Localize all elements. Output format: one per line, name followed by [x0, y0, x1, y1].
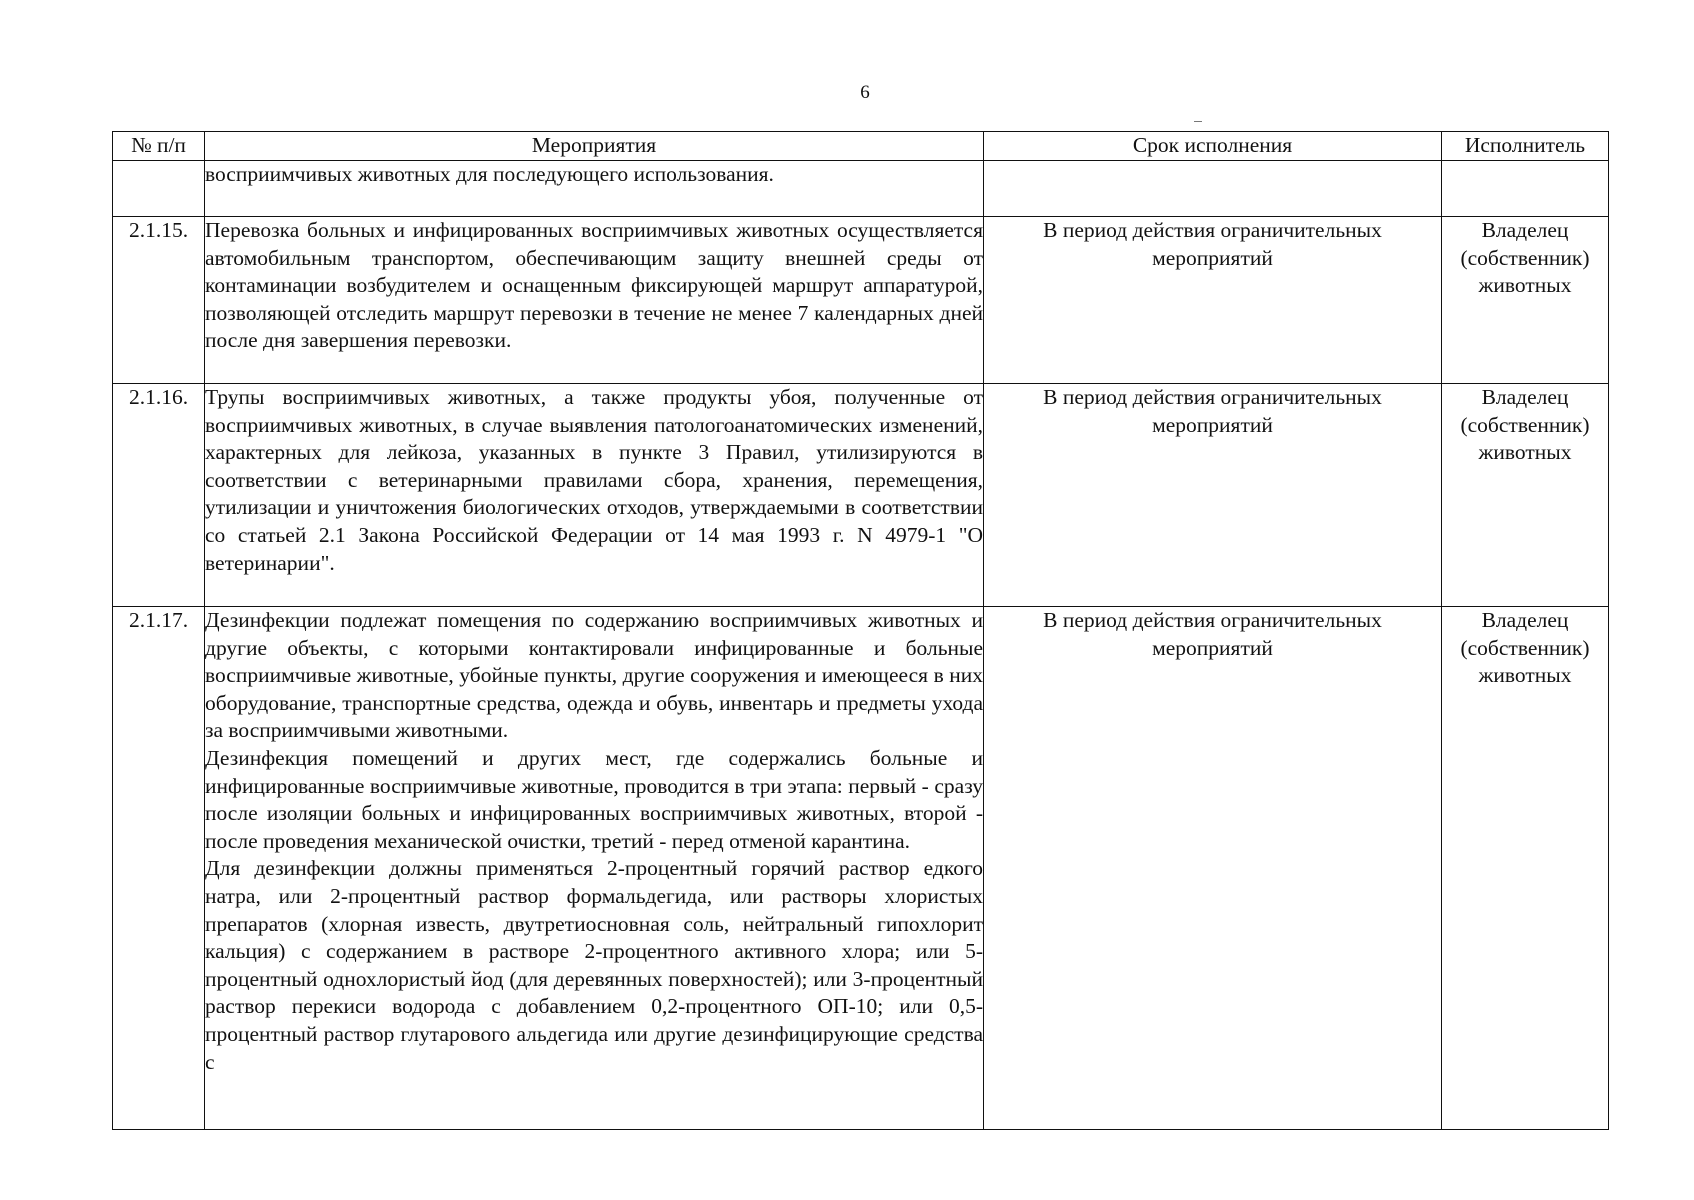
action-paragraph: восприимчивых животных для последующего использования.: [205, 162, 774, 186]
row-number: 2.1.15.: [113, 217, 205, 384]
action-paragraph: Для дезинфекции должны применяться 2-процентный горячий раствор едкого натра, или 2-процентный раствор формальдегида, или растворы хлористых препаратов (хлорная известь, двутретиосновная соль, нейтральный гипохлорит кальция) с содержанием в растворе 2-процентного активного хлора; или 5-процентный однохлористый йод (для деревянных поверхностей); или 3-процентный раствор перекиси водорода с добавлением 0,2-процентного ОП-10; или 0,5-процентный раствор глутарового альдегида или другие дезинфицирующие средства с: [205, 856, 983, 1074]
row-deadline: В период действия ограничительных мероприятий: [984, 217, 1442, 384]
action-paragraph: Дезинфекции подлежат помещения по содержанию восприимчивых животных и другие объекты, с которыми контактировали инфицированные и больные восприимчивые животные, убойные пункты, другие сооружения и имеющееся в них оборудование, транспортные средства, одежда и обувь, инвентарь и предметы ухода за восприимчивыми животными.: [205, 608, 983, 743]
scan-mark: [1194, 121, 1202, 122]
measures-table: [112, 131, 1609, 1130]
row-action: [205, 161, 984, 217]
row-action: [205, 607, 984, 1130]
action-paragraph: Перевозка больных и инфицированных восприимчивых животных осуществляется автомобильным транспортом, обеспечивающим защиту внешней среды от контаминации возбудителем и оснащенным фиксирующей маршрут аппаратурой, позволяющей отследить маршрут перевозки в течение не менее 7 календарных дней после дня завершения перевозки.: [205, 218, 983, 353]
table-row: [113, 384, 1609, 607]
row-executor: Владелец (собственник) животных: [1442, 217, 1609, 384]
action-paragraph: Трупы восприимчивых животных, а также продукты убоя, полученные от восприимчивых животных, в случае выявления патологоанатомических изменений, характерных для лейкоза, указанных в пункте 3 Правил, утилизируются в соответствии с ветеринарными правилами сбора, хранения, перемещения, утилизации и уничтожения биологических отходов, утверждаемыми в соответствии со статьей 2.1 Закона Российской Федерации от 14 мая 1993 г. N 4979-1 "О ветеринарии".: [205, 385, 983, 575]
header-number: № п/п: [113, 132, 205, 161]
row-executor: [1442, 161, 1609, 217]
header-deadline: Срок исполнения: [984, 132, 1442, 161]
row-action: [205, 384, 984, 607]
row-executor: Владелец (собственник) животных: [1442, 607, 1609, 1130]
row-action: [205, 217, 984, 384]
row-number: 2.1.17.: [113, 607, 205, 1130]
action-paragraph: Дезинфекция помещений и других мест, где содержались больные и инфицированные восприимчивые животные, проводится в три этапа: первый - сразу после изоляции больных и инфицированных восприимчивых животных, второй - после проведения механической очистки, третий - перед отменой карантина.: [205, 745, 983, 853]
table-row: [113, 161, 1609, 217]
row-executor: Владелец (собственник) животных: [1442, 384, 1609, 607]
page-number: 6: [860, 82, 870, 103]
table-row: [113, 217, 1609, 384]
row-deadline: В период действия ограничительных мероприятий: [984, 384, 1442, 607]
row-number: [113, 161, 205, 217]
row-deadline: В период действия ограничительных мероприятий: [984, 607, 1442, 1130]
row-number: 2.1.16.: [113, 384, 205, 607]
table-row: [113, 607, 1609, 1130]
header-executor: Исполнитель: [1442, 132, 1609, 161]
header-actions: Мероприятия: [205, 132, 984, 161]
table-header-row: [113, 132, 1609, 161]
row-deadline: [984, 161, 1442, 217]
